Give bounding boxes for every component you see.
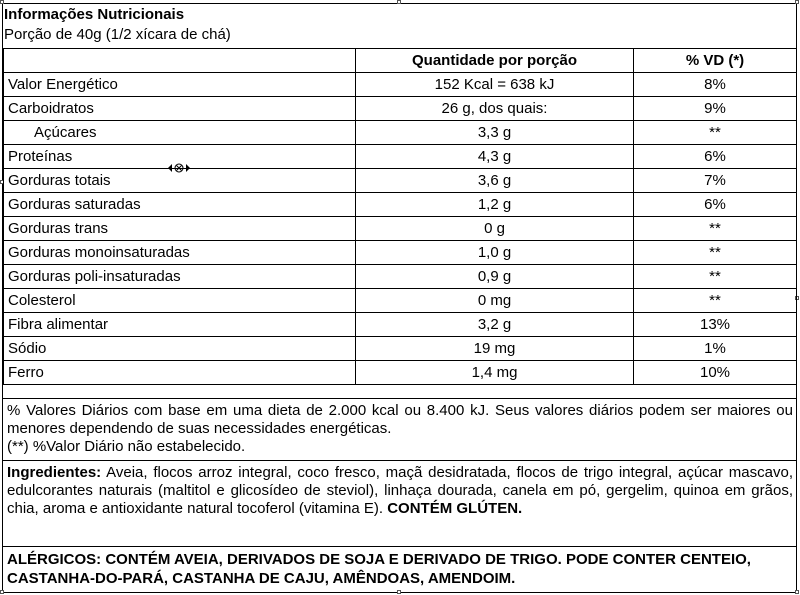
footnote-daily-values: % Valores Diários com base em uma dieta de 2.000 kcal ou 8.400 kJ. Seus valores diários podem ser maiores ou menores dependendo de suas necessidades energéticas. bbox=[7, 402, 793, 437]
gluten-warning: CONTÉM GLÚTEN. bbox=[387, 500, 523, 517]
table-row bbox=[4, 217, 797, 241]
column-header-nutrient bbox=[4, 49, 356, 73]
nutrient-name: Fibra alimentar bbox=[4, 313, 356, 337]
nutrient-amount: 1,0 g bbox=[356, 241, 634, 265]
allergen-warning: ALÉRGICOS: CONTÉM AVEIA, DERIVADOS DE SOJA E DERIVADO DE TRIGO. PODE CONTER CENTEIO, CASTANHA-DO-PARÁ, CASTANHA DE CAJU, AMÊNDOAS, AMENDOIM. bbox=[3, 546, 797, 593]
nutrient-name: Ferro bbox=[4, 361, 356, 385]
footnote-section bbox=[3, 398, 797, 460]
nutrient-name: Gorduras totais bbox=[4, 169, 356, 193]
nutrient-name: Gorduras monoinsaturadas bbox=[4, 241, 356, 265]
nutrient-name: Gorduras saturadas bbox=[4, 193, 356, 217]
nutrient-vd: 8% bbox=[634, 73, 797, 97]
nutrient-name: Açúcares bbox=[4, 121, 356, 145]
table-row bbox=[4, 169, 797, 193]
nutrient-name: Gorduras poli-insaturadas bbox=[4, 265, 356, 289]
nutrient-name: Proteínas bbox=[4, 145, 356, 169]
label-title: Informações Nutricionais bbox=[4, 6, 185, 23]
table-row bbox=[4, 121, 797, 145]
nutrient-amount: 3,3 g bbox=[356, 121, 634, 145]
nutrient-name: Valor Energético bbox=[4, 73, 356, 97]
nutrition-table bbox=[3, 48, 797, 385]
nutrient-amount: 1,4 mg bbox=[356, 361, 634, 385]
nutrient-name: Gorduras trans bbox=[4, 217, 356, 241]
nutrient-vd: 6% bbox=[634, 145, 797, 169]
nutrient-vd: 9% bbox=[634, 97, 797, 121]
nutrient-vd: ** bbox=[634, 289, 797, 313]
nutrient-vd: 13% bbox=[634, 313, 797, 337]
nutrient-amount: 0 g bbox=[356, 217, 634, 241]
selection-handle-icon[interactable] bbox=[397, 0, 401, 4]
nutrient-amount: 3,2 g bbox=[356, 313, 634, 337]
table-row bbox=[4, 361, 797, 385]
table-row bbox=[4, 73, 797, 97]
ingredients-section bbox=[3, 460, 797, 546]
column-header-amount: Quantidade por porção bbox=[356, 49, 634, 73]
nutrient-amount: 0 mg bbox=[356, 289, 634, 313]
table-row bbox=[4, 241, 797, 265]
ingredients-text: Aveia, flocos arroz integral, coco fresco, maçã desidratada, flocos de trigo integral, açúcar mascavo, edulcorantes naturais (maltitol e glicosídeo de steviol), linhaça dourada, canela em pó, gergelim, quinoa em grãos, chia, aroma e antioxidante natural tocoferol (vitamina E). bbox=[7, 464, 793, 517]
table-row bbox=[4, 289, 797, 313]
nutrient-vd: 10% bbox=[634, 361, 797, 385]
move-handle-icon[interactable] bbox=[167, 162, 191, 174]
footnote-not-established: (**) %Valor Diário não estabelecido. bbox=[7, 438, 246, 455]
table-header-row bbox=[4, 49, 797, 73]
nutrient-vd: ** bbox=[634, 121, 797, 145]
nutrient-vd: 7% bbox=[634, 169, 797, 193]
table-row bbox=[4, 97, 797, 121]
nutrient-vd: ** bbox=[634, 265, 797, 289]
table-row bbox=[4, 337, 797, 361]
nutrient-vd: 6% bbox=[634, 193, 797, 217]
nutrient-amount: 26 g, dos quais: bbox=[356, 97, 634, 121]
nutrient-vd: ** bbox=[634, 217, 797, 241]
nutrient-name: Carboidratos bbox=[4, 97, 356, 121]
nutrient-amount: 19 mg bbox=[356, 337, 634, 361]
selection-handle-icon[interactable] bbox=[0, 0, 4, 4]
table-row bbox=[4, 193, 797, 217]
nutrient-name: Colesterol bbox=[4, 289, 356, 313]
nutrient-name: Sódio bbox=[4, 337, 356, 361]
nutrient-vd: ** bbox=[634, 241, 797, 265]
nutrient-amount: 4,3 g bbox=[356, 145, 634, 169]
nutrient-vd: 1% bbox=[634, 337, 797, 361]
table-row bbox=[4, 313, 797, 337]
nutrient-amount: 3,6 g bbox=[356, 169, 634, 193]
nutrient-amount: 1,2 g bbox=[356, 193, 634, 217]
selection-handle-icon[interactable] bbox=[795, 0, 799, 4]
portion-size: Porção de 40g (1/2 xícara de chá) bbox=[4, 26, 231, 43]
column-header-vd: % VD (*) bbox=[634, 49, 797, 73]
nutrient-amount: 0,9 g bbox=[356, 265, 634, 289]
nutrient-amount: 152 Kcal = 638 kJ bbox=[356, 73, 634, 97]
table-row bbox=[4, 145, 797, 169]
ingredients-label: Ingredientes: bbox=[7, 464, 102, 481]
table-row bbox=[4, 265, 797, 289]
